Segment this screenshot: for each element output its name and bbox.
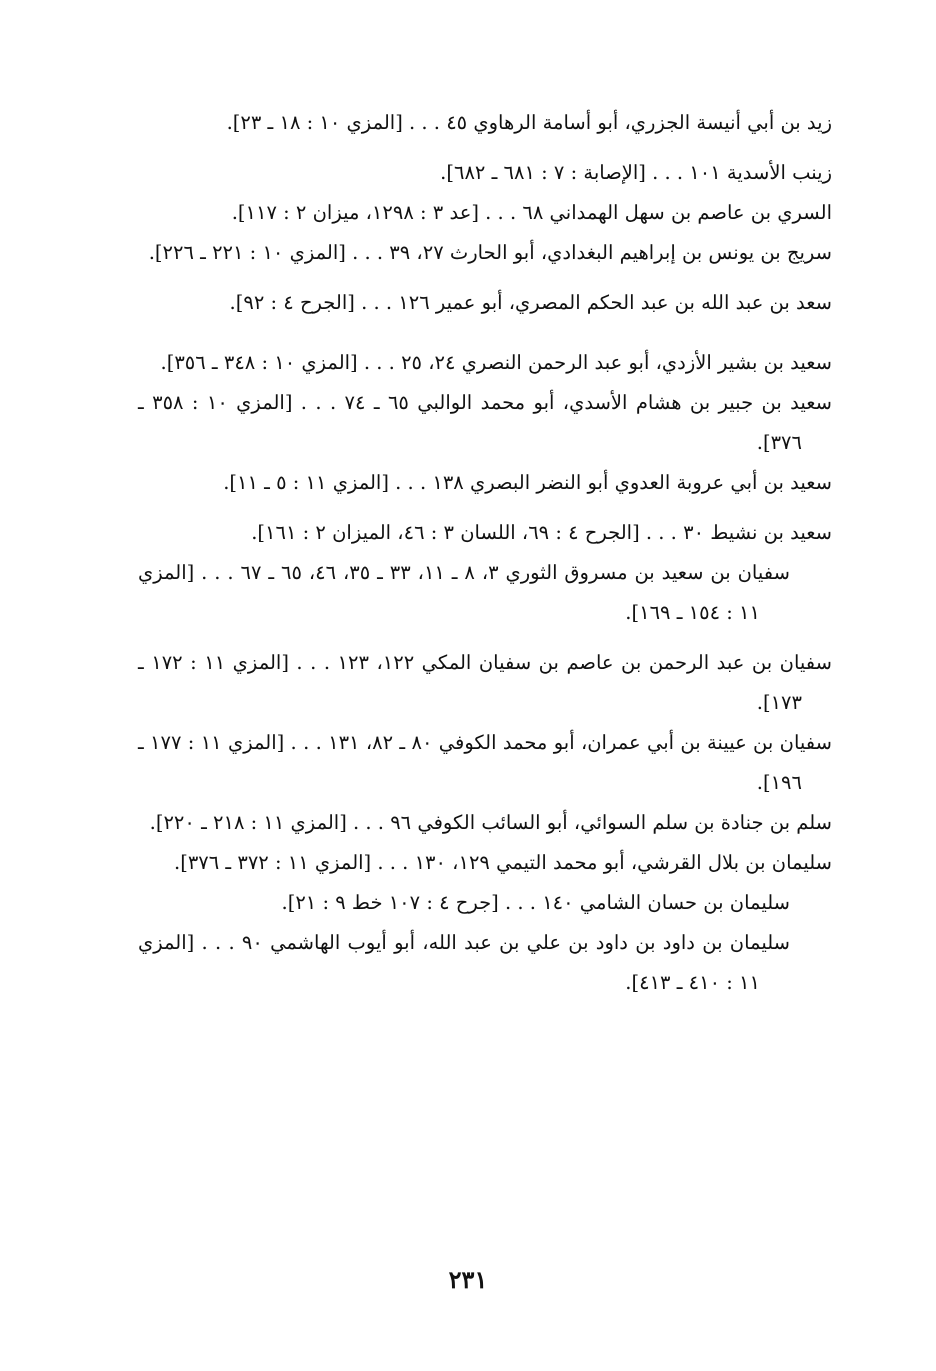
index-entry: سلم بن جنادة بن سلم السوائي، أبو السائب الكوفي ٩٦ . . . [المزي ١١ : ٢١٨ ـ ٢٢٠]. <box>149 811 832 834</box>
index-entry: سليمان بن داود بن داود بن علي بن عبد الله، أبو أيوب الهاشمي ٩٠ . . . [المزي ١١ : ٤١٠ ـ ٤١٣]. <box>138 931 791 994</box>
index-entry: سعيد بن نشيط ٣٠ . . . [الجرح ٤ : ٦٩، اللسان ٣ : ٤٦، الميزان ٢ : ١٦١]. <box>251 521 832 544</box>
index-entry: سفيان بن عيينة بن أبي عمران، أبو محمد الكوفي ٨٠ ـ ٨٢، ١٣١ . . . [المزي ١١ : ١٧٧ ـ ١٩٦]. <box>138 731 832 794</box>
page-number: ٢٣١ <box>448 1265 488 1294</box>
index-entry: سريج بن يونس بن إبراهيم البغدادي، أبو الحارث ٢٧، ٣٩ . . . [المزي ١٠ : ٢٢١ ـ ٢٢٦]. <box>148 241 832 264</box>
index-entry: سفيان بن عبد الرحمن بن عاصم بن سفيان المكي ١٢٢، ١٢٣ . . . [المزي ١١ : ١٧٢ ـ ١٧٣]. <box>138 651 832 714</box>
index-entry: سعيد بن بشير الأزدي، أبو عبد الرحمن النصري ٢٤، ٢٥ . . . [المزي ١٠ : ٣٤٨ ـ ٣٥٦]. <box>160 351 832 374</box>
index-entry: سليمان بن بلال القرشي، أبو محمد التيمي ١٢٩، ١٣٠ . . . [المزي ١١ : ٣٧٢ ـ ٣٧٦]. <box>174 851 832 874</box>
index-entry: سفيان بن سعيد بن مسروق الثوري ٣، ٨ ـ ١١، ٣٣ ـ ٣٥، ٤٦، ٦٥ ـ ٦٧ . . . [المزي ١١ : ١٥٤ ـ ١٦٩]. <box>138 561 790 624</box>
index-entry: السري بن عاصم بن سهل الهمداني ٦٨ . . . [عد ٣ : ١٢٩٨، ميزان ٢ : ١١٧]. <box>231 201 832 224</box>
index-entry: زيد بن أبي أنيسة الجزري، أبو أسامة الرهاوي ٤٥ . . . [المزي ١٠ : ١٨ ـ ٢٣]. <box>226 111 832 134</box>
index-entry: سعد بن عبد الله بن عبد الحكم المصري، أبو عمير ١٢٦ . . . [الجرح ٤ : ٩٢]. <box>229 291 832 314</box>
index-entries <box>138 103 832 1003</box>
index-entry: سليمان بن حسان الشامي ١٤٠ . . . [جرح ٤ : ١٠٧ خط ٩ : ٢١]. <box>281 891 790 914</box>
index-entry: زينب الأسدية ١٠١ . . . [الإصابة : ٧ : ٦٨١ ـ ٦٨٢]. <box>440 161 832 184</box>
index-entry: سعيد بن جبير بن هشام الأسدي، أبو محمد الوالبي ٦٥ ـ ٧٤ . . . [المزي ١٠ : ٣٥٨ ـ ٣٧٦]. <box>138 391 833 454</box>
index-entry: سعيد بن أبي عروبة العدوي أبو النضر البصري ١٣٨ . . . [المزي ١١ : ٥ ـ ١١]. <box>223 471 832 494</box>
